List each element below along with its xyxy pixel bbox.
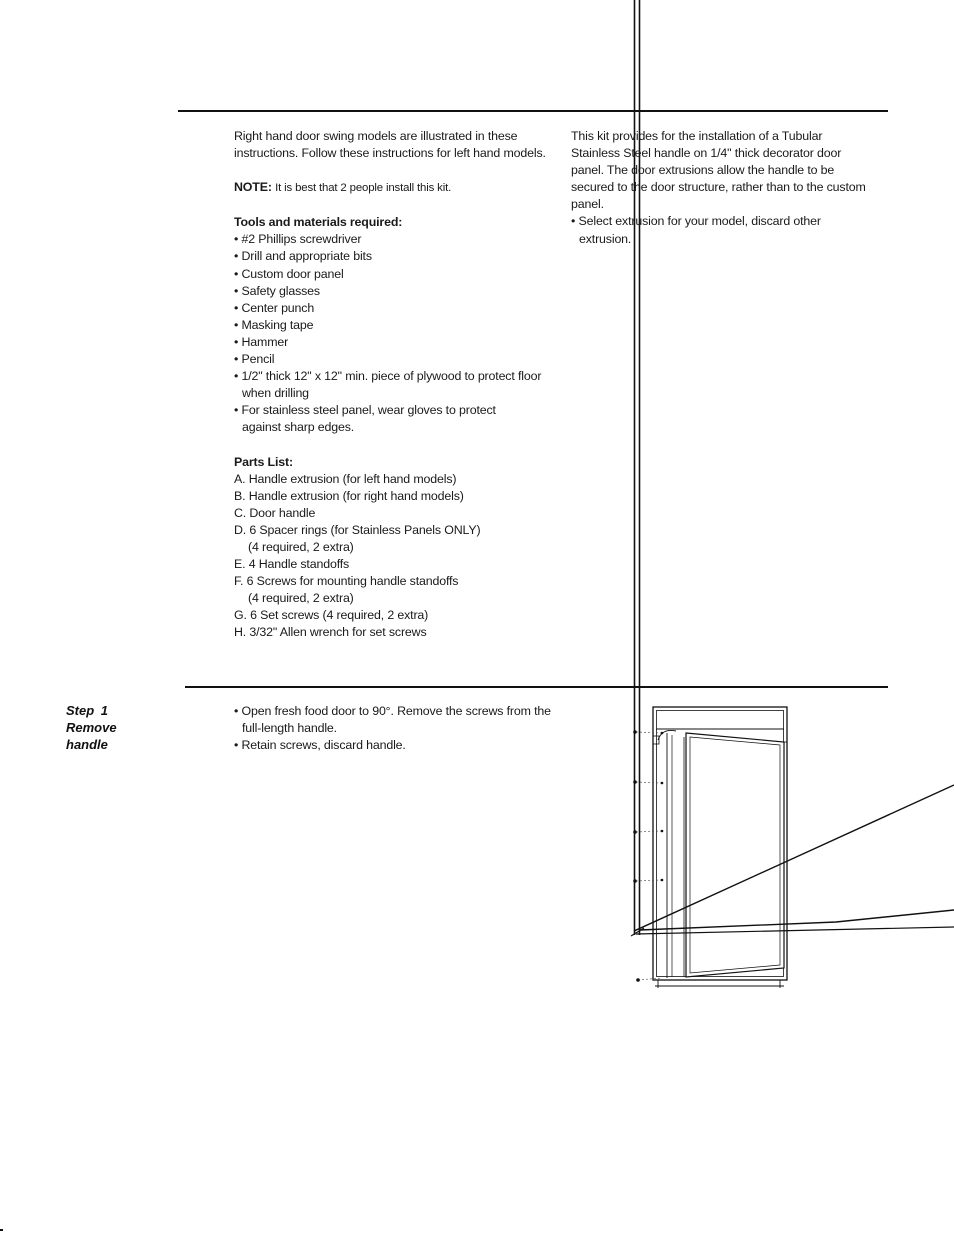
step1-title-line1: Remove <box>66 720 117 736</box>
tool-item: • Safety glasses <box>234 283 320 298</box>
tool-item: • For stainless steel panel, wear gloves to protect against sharp edges. <box>234 403 496 435</box>
part-item: H. 3/32" Allen wrench for set screws <box>234 625 427 640</box>
kit-bullet: • Select extrusion for your model, discard other extrusion. <box>571 214 821 246</box>
part-item: C. Door handle <box>234 505 316 520</box>
part-item-sub: (4 required, 2 extra) <box>248 591 354 606</box>
tool-item: • Pencil <box>234 352 275 367</box>
part-item: B. Handle extrusion (for right hand models) <box>234 488 464 503</box>
step1-title-line2: handle <box>66 737 108 753</box>
step1-bullet: • Retain screws, discard handle. <box>234 738 406 753</box>
tool-item: • #2 Phillips screwdriver <box>234 232 362 247</box>
part-item-sub: (4 required, 2 extra) <box>248 539 354 554</box>
note-text: It is best that 2 people install this kit. <box>275 182 452 195</box>
tool-item: • Drill and appropriate bits <box>234 249 372 264</box>
tool-item: • Hammer <box>234 334 289 349</box>
part-item: G. 6 Set screws (4 required, 2 extra) <box>234 608 429 623</box>
step1-number: Step 1 <box>66 703 109 718</box>
part-item: E. 4 Handle standoffs <box>234 557 350 572</box>
tool-item: • 1/2" thick 12" x 12" min. piece of plywood to protect floor when drilling <box>234 369 542 401</box>
part-item: D. 6 Spacer rings (for Stainless Panels ONLY) <box>234 522 481 537</box>
part-item: F. 6 Screws for mounting handle standoffs <box>234 574 459 589</box>
part-item: A. Handle extrusion (for left hand models) <box>234 471 457 486</box>
swing-note: Right hand door swing models are illustrated in these instructions. Follow these instructions for left hand models. <box>234 129 546 161</box>
kit-description: This kit provides for the installation of a Tubular Stainless Steel handle on 1/4" thick decorator door panel. The door extrusions allow the handle to be secured to the door structure, rather than to the custom panel. <box>571 129 866 212</box>
parts-heading: Parts List: <box>234 454 293 469</box>
step1-bullet: • Open fresh food door to 90°. Remove the screws from the full-length handle. <box>234 704 551 736</box>
note-label: NOTE: <box>234 180 272 195</box>
tool-item: • Center punch <box>234 300 315 315</box>
tool-item: • Custom door panel <box>234 266 344 281</box>
tool-item: • Masking tape <box>234 317 314 332</box>
tools-heading: Tools and materials required: <box>234 215 403 230</box>
